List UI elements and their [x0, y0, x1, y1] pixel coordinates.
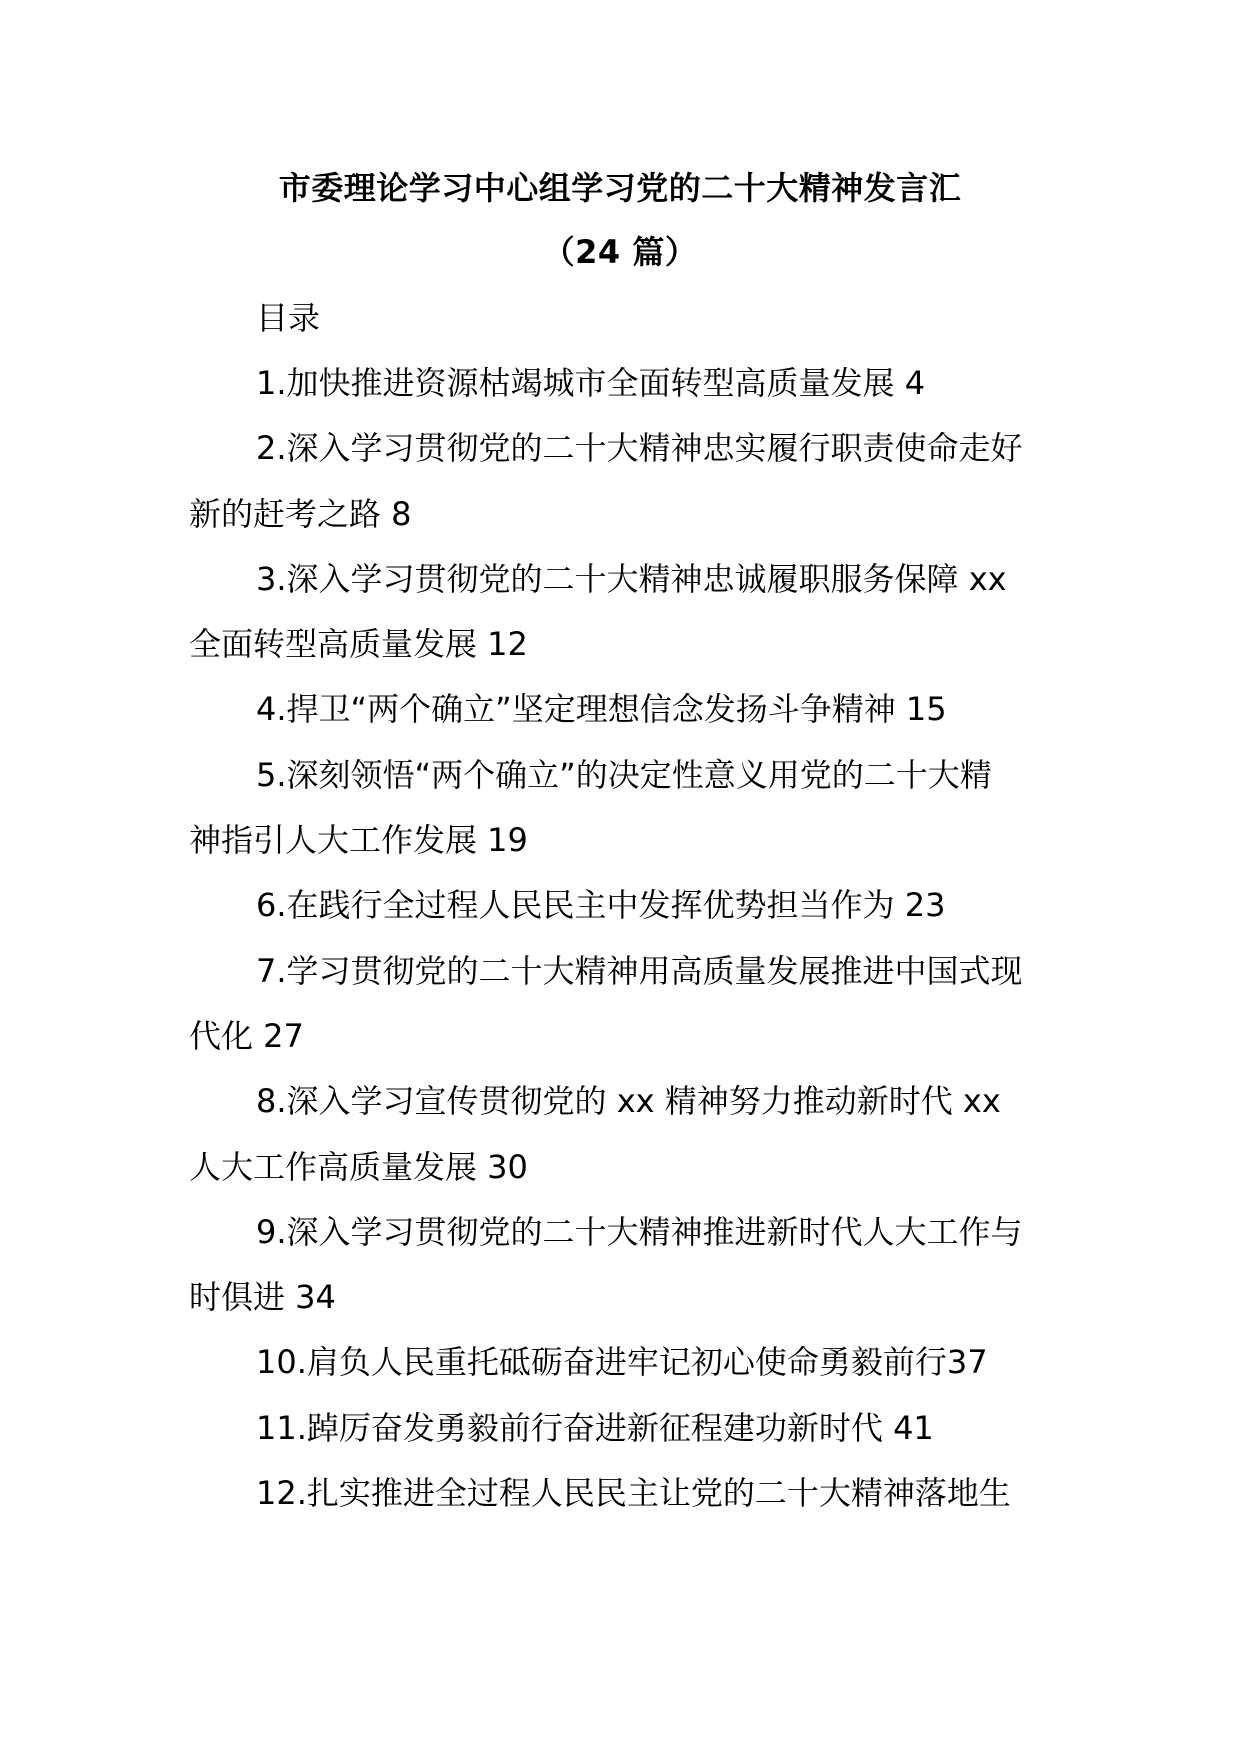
toc-heading: 目录 — [256, 299, 321, 337]
toc-line: 1.加快推进资源枯竭城市全面转型高质量发展 4 — [256, 364, 926, 402]
toc-line: 人大工作高质量发展 30 — [189, 1148, 528, 1186]
toc-line: 3.深入学习贯彻党的二十大精神忠诚履职服务保障 xx — [256, 560, 1007, 598]
toc-line: 12.扎实推进全过程人民民主让党的二十大精神落地生 — [256, 1474, 1011, 1512]
toc-line: 4.捍卫“两个确立”坚定理想信念发扬斗争精神 15 — [256, 690, 947, 728]
document-subtitle: （24 篇） — [542, 233, 698, 271]
toc-line: 2.深入学习贯彻党的二十大精神忠实履行职责使命走好 — [256, 429, 1023, 467]
toc-line: 代化 27 — [189, 1017, 304, 1055]
document-title: 市委理论学习中心组学习党的二十大精神发言汇 — [278, 169, 962, 207]
toc-line: 全面转型高质量发展 12 — [189, 625, 528, 663]
toc-line: 神指引人大工作发展 19 — [189, 821, 528, 859]
toc-line: 新的赶考之路 8 — [189, 495, 412, 533]
toc-line: 8.深入学习宣传贯彻党的 xx 精神努力推动新时代 xx — [256, 1082, 1001, 1120]
toc-line: 时俱进 34 — [189, 1278, 336, 1316]
toc-line: 10.肩负人民重托砥砺奋进牢记初心使命勇毅前行37 — [256, 1343, 988, 1381]
toc-line: 11.踔厉奋发勇毅前行奋进新征程建功新时代 41 — [256, 1409, 934, 1447]
toc-line: 7.学习贯彻党的二十大精神用高质量发展推进中国式现 — [256, 952, 1023, 990]
toc-line: 5.深刻领悟“两个确立”的决定性意义用党的二十大精 — [256, 756, 992, 794]
toc-line: 9.深入学习贯彻党的二十大精神推进新时代人大工作与 — [256, 1213, 1023, 1251]
toc-line: 6.在践行全过程人民民主中发挥优势担当作为 23 — [256, 886, 946, 924]
